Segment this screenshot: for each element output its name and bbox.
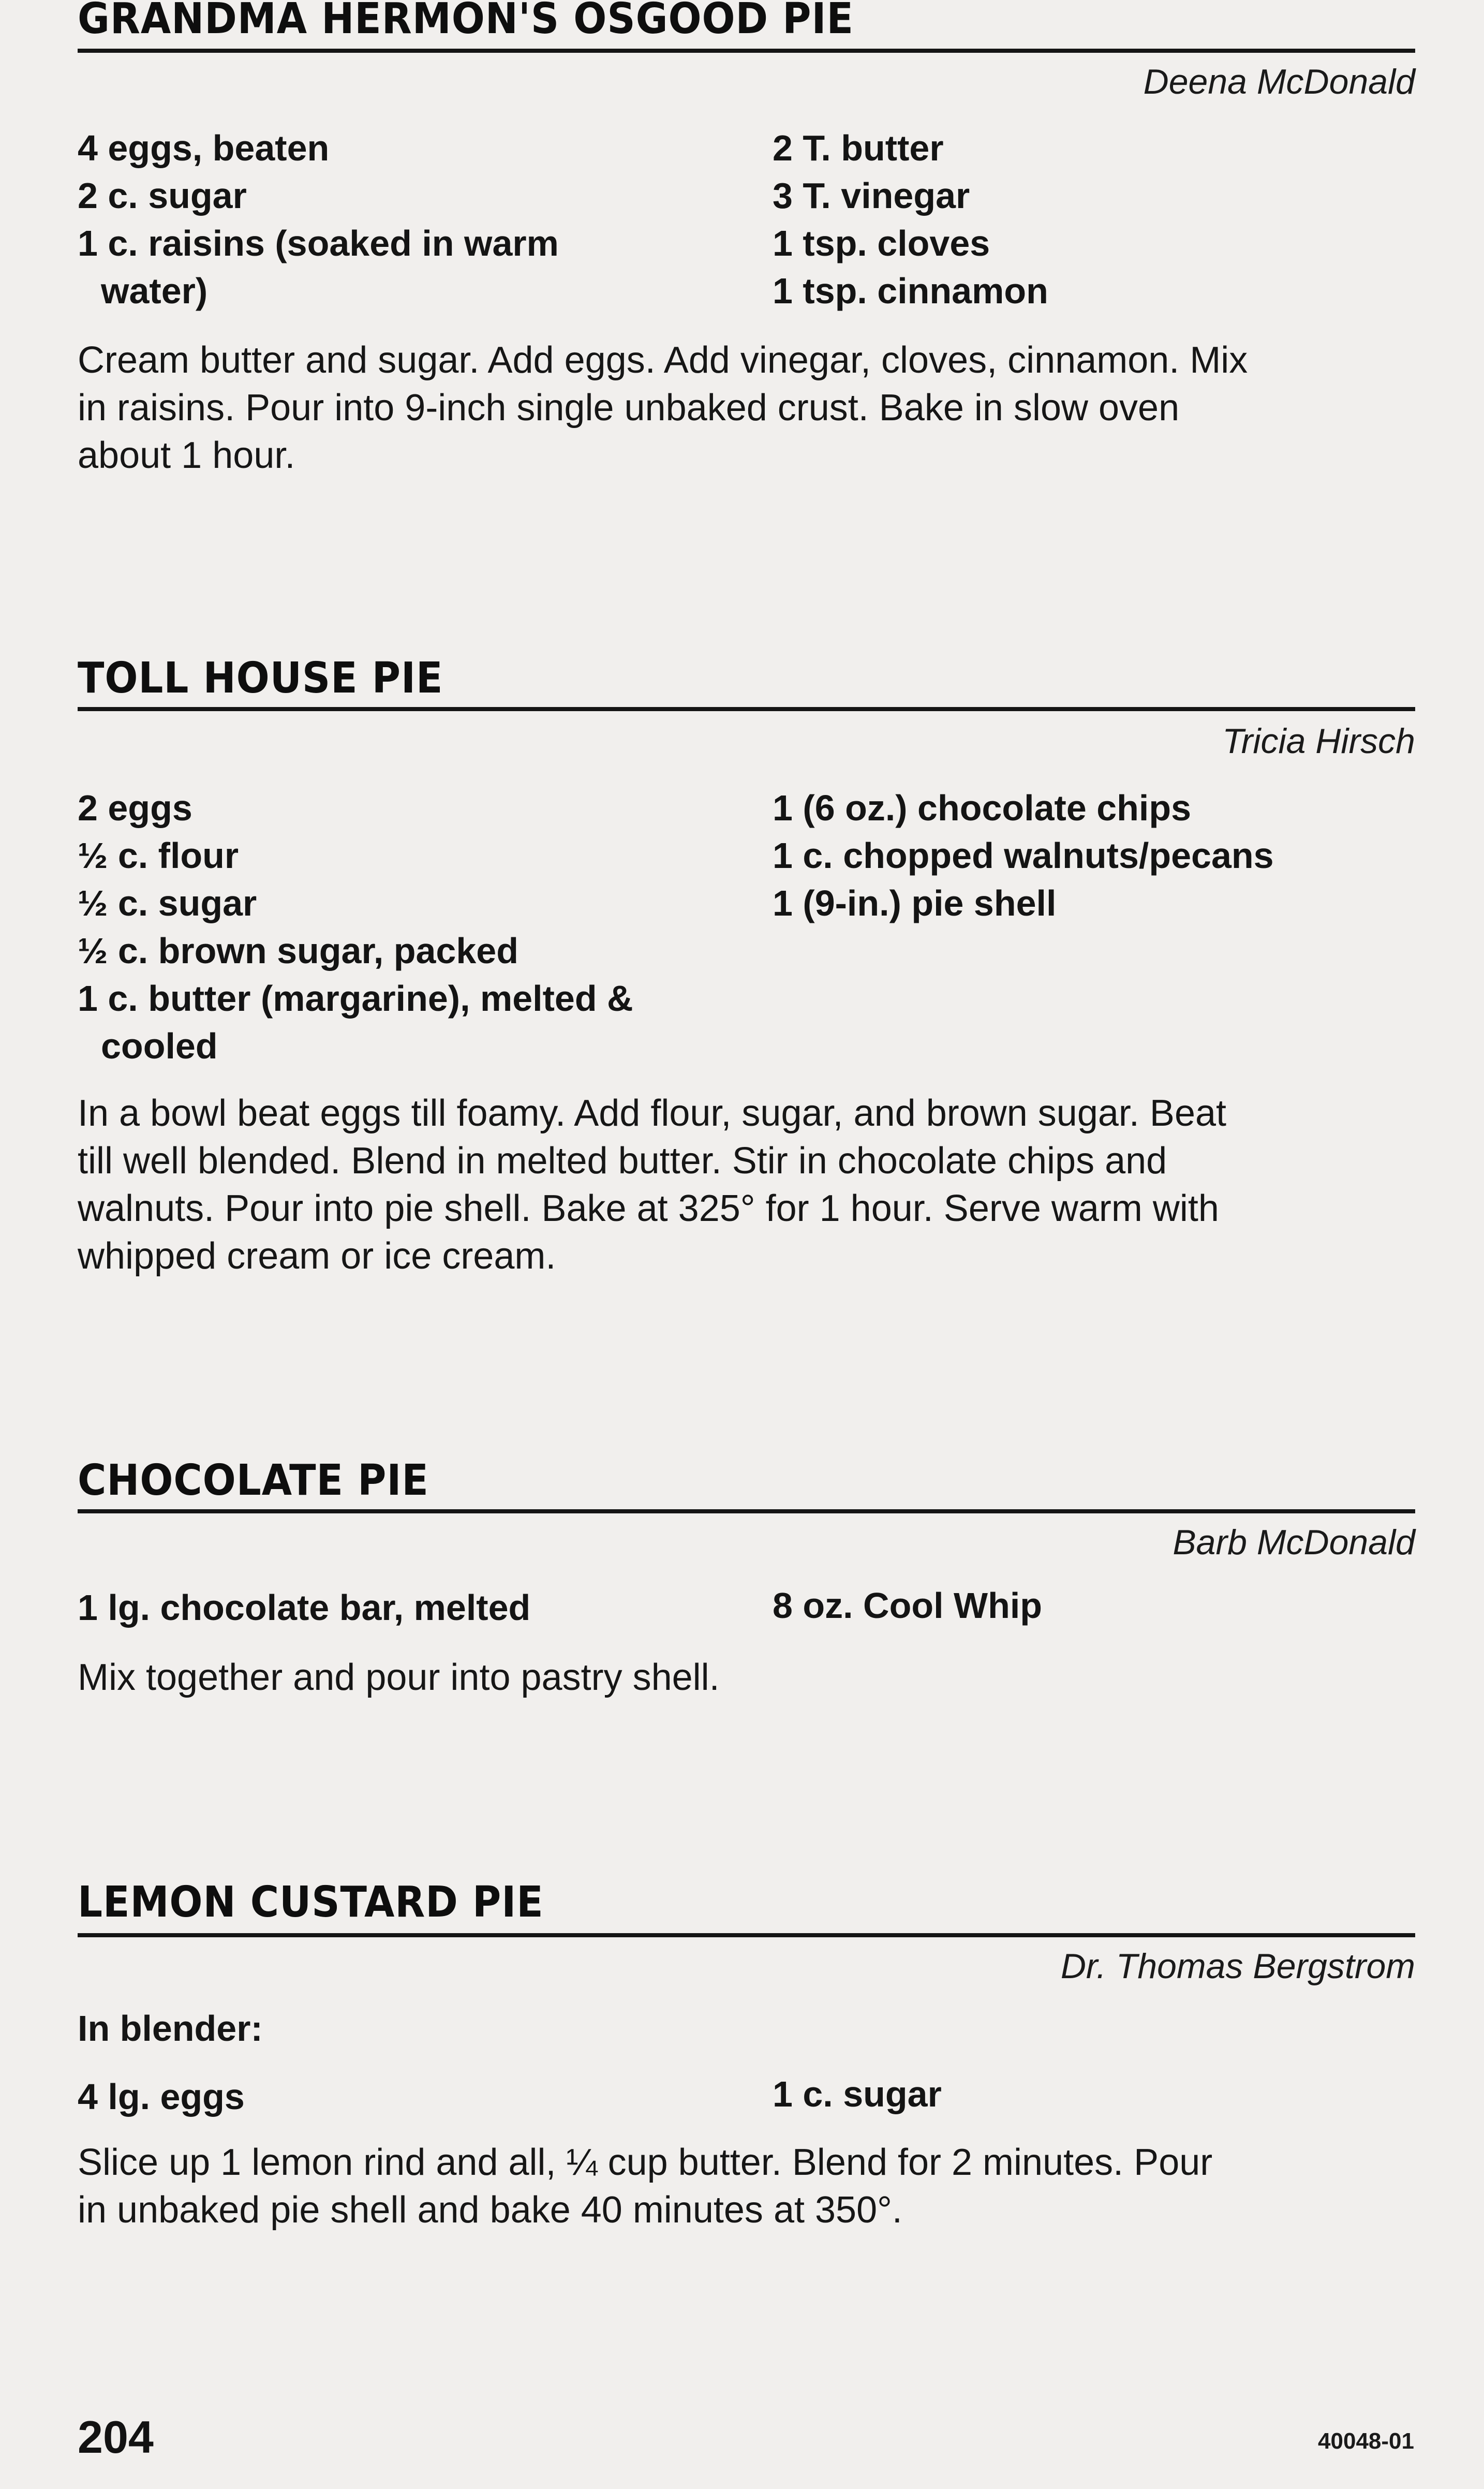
recipe-chocolate-pie <box>78 1456 1415 1729</box>
recipe-subhead: In blender: <box>78 2008 263 2049</box>
ingredient-item: water) <box>101 271 208 311</box>
recipe-instructions <box>78 2139 1415 2234</box>
recipe-osgood-pie <box>78 0 1415 492</box>
title-rule <box>78 49 1415 53</box>
ingredient-item: 4 eggs, beaten <box>78 128 330 168</box>
recipe-author: Barb McDonald <box>1173 1523 1415 1562</box>
ingredient-item: ½ c. flour <box>78 835 239 876</box>
ingredient-item: 8 oz. Cool Whip <box>773 1585 1043 1626</box>
instruction-line: walnuts. Pour into pie shell. Bake at 325° for 1 hour. Serve warm with <box>78 1188 1219 1229</box>
recipe-lemon-custard-pie <box>78 1878 1415 2254</box>
recipe-toll-house-pie <box>78 654 1415 1278</box>
recipe-instructions <box>78 1089 1415 1280</box>
ingredient-item: 1 c. butter (margarine), melted & <box>78 978 633 1019</box>
title-rule <box>78 707 1415 711</box>
ingredient-item: 1 c. raisins (soaked in warm <box>78 223 559 263</box>
instruction-line: Mix together and pour into pastry shell. <box>78 1657 720 1698</box>
ingredient-item: 1 (9-in.) pie shell <box>773 883 1057 923</box>
title-rule <box>78 1933 1415 1937</box>
instruction-line: Cream butter and sugar. Add eggs. Add vinegar, cloves, cinnamon. Mix <box>78 340 1248 381</box>
recipe-author: Dr. Thomas Bergstrom <box>1060 1947 1415 1986</box>
instruction-line: whipped cream or ice cream. <box>78 1235 556 1277</box>
ingredient-item: 3 T. vinegar <box>773 175 970 216</box>
instruction-line: Slice up 1 lemon rind and all, ¼ cup butter. Blend for 2 minutes. Pour <box>78 2142 1213 2183</box>
ingredient-item: 1 tsp. cloves <box>773 223 990 263</box>
title-rule <box>78 1509 1415 1513</box>
instruction-line: about 1 hour. <box>78 435 295 476</box>
ingredient-item: 2 T. butter <box>773 128 944 168</box>
ingredient-item: 1 lg. chocolate bar, melted <box>78 1587 531 1628</box>
recipe-title: TOLL HOUSE PIE <box>78 654 443 703</box>
page-number: 204 <box>78 2411 154 2463</box>
recipe-instructions <box>78 336 1415 479</box>
ingredient-item: 1 tsp. cinnamon <box>773 271 1048 311</box>
ingredient-item: 1 c. chopped walnuts/pecans <box>773 835 1274 876</box>
ingredient-item: 2 c. sugar <box>78 175 247 216</box>
print-code: 40048-01 <box>1318 2428 1414 2454</box>
recipe-title: LEMON CUSTARD PIE <box>78 1878 544 1927</box>
instruction-line: in raisins. Pour into 9-inch single unbaked crust. Bake in slow oven <box>78 387 1180 429</box>
ingredient-item: 2 eggs <box>78 788 192 828</box>
recipe-title: CHOCOLATE PIE <box>78 1456 429 1505</box>
instruction-line: in unbaked pie shell and bake 40 minutes at 350°. <box>78 2189 902 2231</box>
ingredient-item: 1 c. sugar <box>773 2074 942 2114</box>
recipe-author: Tricia Hirsch <box>1222 721 1415 761</box>
ingredient-item: 4 lg. eggs <box>78 2076 245 2117</box>
ingredient-item: 1 (6 oz.) chocolate chips <box>773 788 1192 828</box>
ingredient-item: ½ c. sugar <box>78 883 257 923</box>
instruction-line: In a bowl beat eggs till foamy. Add flour, sugar, and brown sugar. Beat <box>78 1093 1227 1134</box>
recipe-title: GRANDMA HERMON'S OSGOOD PIE <box>78 0 854 43</box>
ingredient-item: ½ c. brown sugar, packed <box>78 931 518 971</box>
instruction-line: till well blended. Blend in melted butter. Stir in chocolate chips and <box>78 1140 1167 1182</box>
ingredient-item: cooled <box>101 1026 218 1066</box>
recipe-instructions <box>78 1654 1415 1701</box>
recipe-author: Deena McDonald <box>1143 62 1415 101</box>
